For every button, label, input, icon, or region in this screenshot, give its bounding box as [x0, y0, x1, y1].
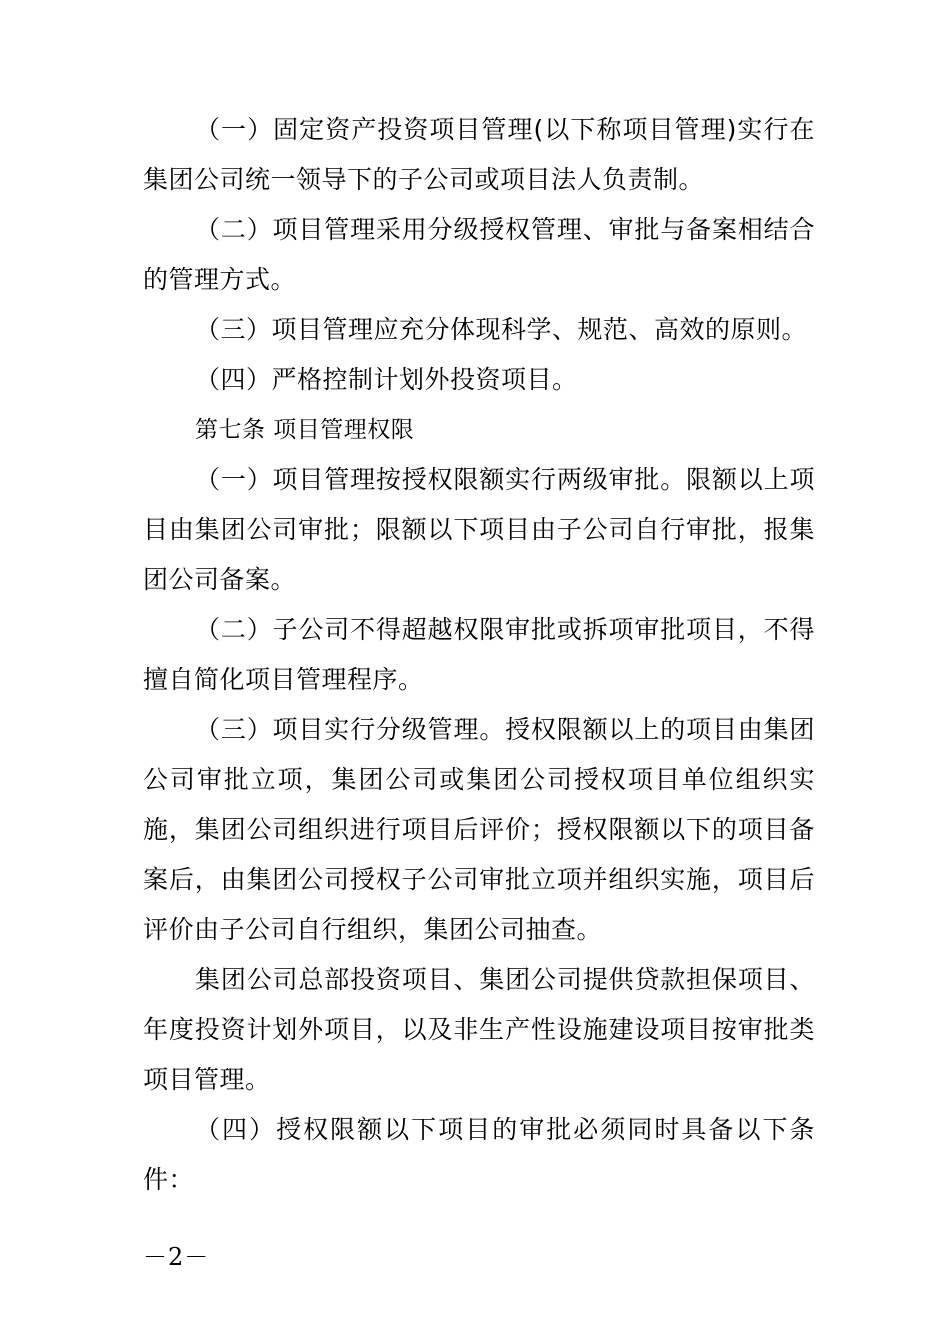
clause-6-item-3: （三）项目管理应充分体现科学、规范、高效的原则。 [195, 315, 808, 344]
clause-7-item-2: （二）子公司不得超越权限审批或拆项审批项目，不得擅自简化项目管理程序。 [143, 615, 815, 694]
article-7-heading: 第七条 项目管理权限 [195, 417, 415, 443]
clause-6-item-1: （一）固定资产投资项目管理(以下称项目管理)实行在集团公司统一领导下的子公司或项目法人负责制。 [143, 115, 815, 194]
clause-7-item-4: （四）授权限额以下项目的审批必须同时具备以下条件： [143, 1115, 815, 1194]
page-number: －2－ [143, 1243, 210, 1271]
clause-7-item-3-supplement: 集团公司总部投资项目、集团公司提供贷款担保项目、年度投资计划外项目，以及非生产性设施建设项目按审批类项目管理。 [143, 965, 815, 1094]
clause-6-item-2: （二）项目管理采用分级授权管理、审批与备案相结合的管理方式。 [143, 215, 815, 294]
clause-7-item-3: （三）项目实行分级管理。授权限额以上的项目由集团公司审批立项，集团公司或集团公司授权项目单位组织实施，集团公司组织进行项目后评价；授权限额以下的项目备案后，由集团公司授权子公司审批立项并组织实施，项目后评价由子公司自行组织，集团公司抽查。 [143, 715, 815, 944]
clause-6-item-4: （四）严格控制计划外投资项目。 [195, 365, 578, 394]
document-body [143, 105, 815, 1205]
clause-7-item-1: （一）项目管理按授权限额实行两级审批。限额以上项目由集团公司审批；限额以下项目由子公司自行审批，报集团公司备案。 [143, 465, 815, 594]
